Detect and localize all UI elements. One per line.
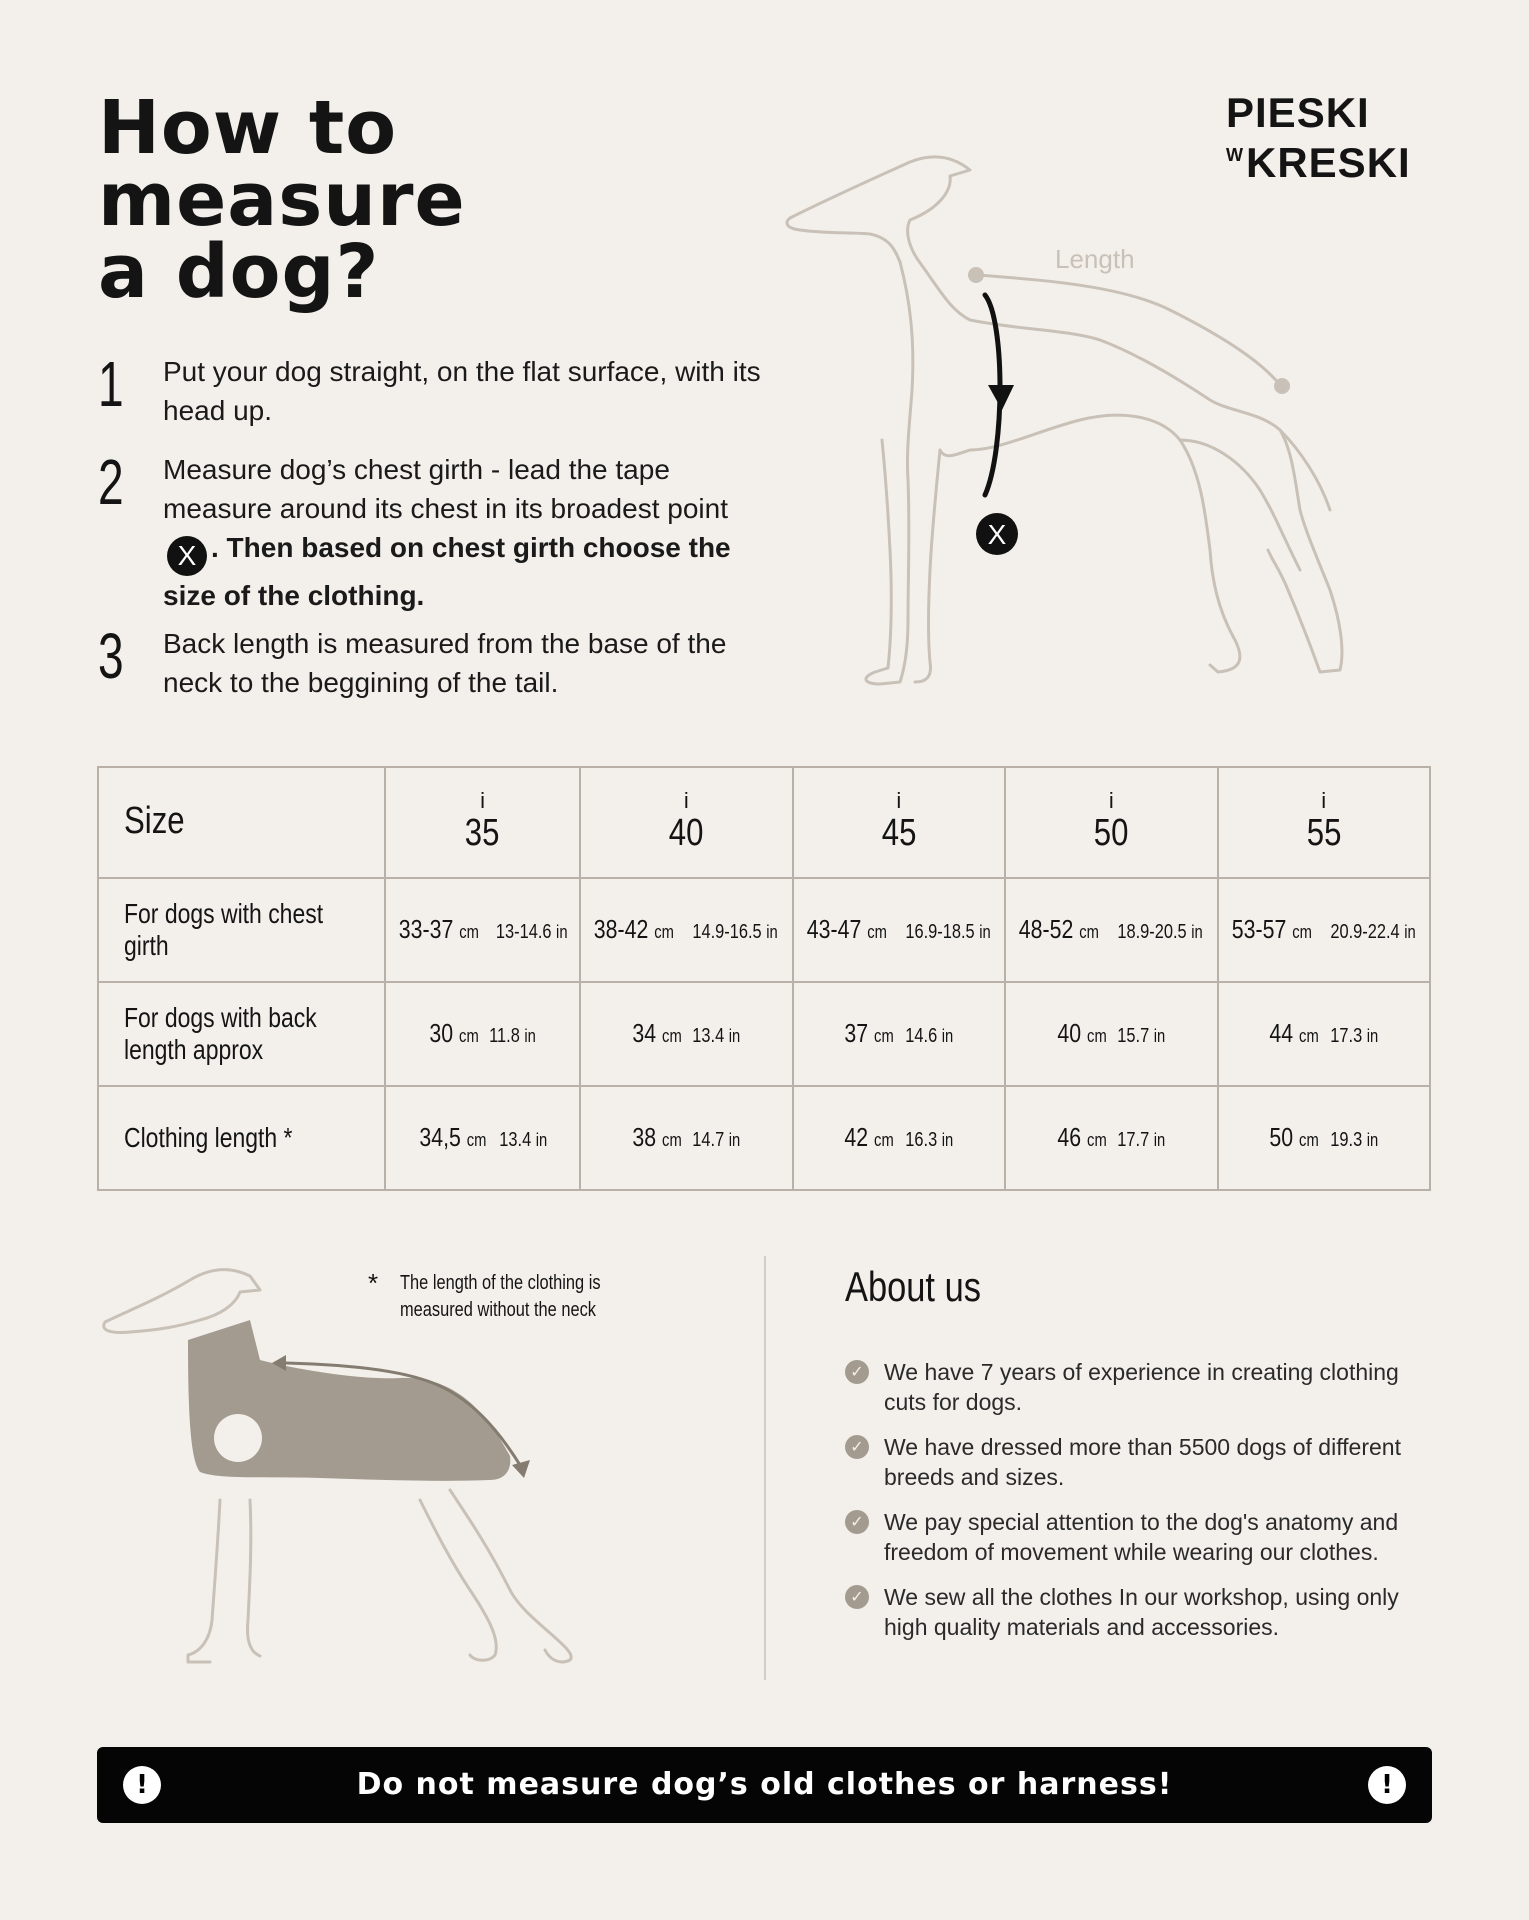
note-text: The length of the clothing is measured without the neck [400, 1272, 601, 1321]
page-title [98, 85, 698, 315]
table-cell: 38 cm 14.7 in [580, 1086, 792, 1190]
length-label: Length [1055, 244, 1135, 274]
about-item [845, 1582, 1435, 1642]
table-cell: 33-37 cm 13-14.6 in [385, 878, 580, 982]
step-1 [98, 348, 761, 432]
check-icon: ✓ [845, 1585, 869, 1609]
table-row [98, 982, 1430, 1086]
table-header-row [98, 767, 1430, 878]
size-col-50: i 50 [1005, 767, 1217, 878]
row-label-back-length: For dogs with back length approx [98, 982, 385, 1086]
table-cell: 34 cm 13.4 in [580, 982, 792, 1086]
title-line-2: measure [98, 157, 466, 243]
clothing-arrow-head-right [512, 1460, 530, 1478]
about-title: About us [845, 1263, 981, 1310]
length-end-dot [1274, 378, 1290, 394]
chest-marker-label: X [987, 519, 1007, 550]
size-col-40: i 40 [580, 767, 792, 878]
about-item-text: We have dressed more than 5500 dogs of different breeds and sizes. [884, 1434, 1401, 1490]
step-2-text [163, 450, 763, 615]
title-line-1: How to [98, 85, 398, 171]
table-cell: 38-42 cm 14.9-16.5 in [580, 878, 792, 982]
warning-bar [97, 1747, 1432, 1823]
about-item [845, 1357, 1435, 1417]
clothing-length-note [368, 1270, 728, 1330]
size-col-45: i 45 [793, 767, 1005, 878]
chest-point-badge: X [167, 536, 207, 576]
length-measure-line [978, 275, 1280, 385]
about-item [845, 1432, 1435, 1492]
about-item-text: We have 7 years of experience in creating clothing cuts for dogs. [884, 1359, 1399, 1415]
about-item-text: We pay special attention to the dog's anatomy and freedom of movement while wearing our clothes. [884, 1509, 1399, 1565]
size-table [97, 766, 1431, 1191]
table-cell: 44 cm 17.3 in [1218, 982, 1431, 1086]
leg-opening [214, 1414, 262, 1462]
step-3-text: Back length is measured from the base of the neck to the beggining of the tail. [163, 628, 727, 698]
length-start-dot [968, 267, 984, 283]
table-cell: 37 cm 14.6 in [793, 982, 1005, 1086]
section-divider [764, 1256, 766, 1680]
table-row [98, 1086, 1430, 1190]
step-2-number: 2 [98, 446, 124, 518]
exclamation-icon: ! [1368, 1766, 1406, 1804]
table-cell: 48-52 cm 18.9-20.5 in [1005, 878, 1217, 982]
about-item [845, 1507, 1435, 1567]
check-icon: ✓ [845, 1360, 869, 1384]
step-2-text-b: . Then based on chest girth choose the size of the clothing. [163, 532, 731, 611]
dog-measure-illustration [740, 150, 1420, 710]
table-cell: 30 cm 11.8 in [385, 982, 580, 1086]
step-2-text-a: Measure dog’s chest girth - lead the tape measure around its chest in its broadest point [163, 454, 728, 524]
exclamation-icon: ! [123, 1766, 161, 1804]
table-row [98, 878, 1430, 982]
title-line-3: a dog? [98, 229, 380, 315]
chest-arrow-head [988, 385, 1014, 410]
warning-text: Do not measure dog’s old clothes or harness! [356, 1767, 1173, 1802]
table-cell: 53-57 cm 20.9-22.4 in [1218, 878, 1431, 982]
row-label-chest: For dogs with chest girth [98, 878, 385, 982]
about-item-text: We sew all the clothes In our workshop, using only high quality materials and accessories. [884, 1584, 1399, 1640]
note-asterisk: * [368, 1268, 379, 1298]
step-3-number: 3 [98, 620, 124, 692]
step-1-text: Put your dog straight, on the flat surface, with its head up. [163, 356, 761, 426]
table-cell: 46 cm 17.7 in [1005, 1086, 1217, 1190]
table-cell: 43-47 cm 16.9-18.5 in [793, 878, 1005, 982]
row-label-clothing-length: Clothing length * [98, 1086, 385, 1190]
table-cell: 40 cm 15.7 in [1005, 982, 1217, 1086]
logo-line-2-text: KRESKI [1246, 139, 1411, 186]
logo-line-1: PIESKI [1226, 89, 1370, 136]
check-icon: ✓ [845, 1510, 869, 1534]
check-icon: ✓ [845, 1435, 869, 1459]
step-3 [98, 620, 758, 704]
table-cell: 50 cm 19.3 in [1218, 1086, 1431, 1190]
step-2 [98, 446, 758, 611]
step-1-number: 1 [98, 348, 124, 420]
table-cell: 34,5 cm 13.4 in [385, 1086, 580, 1190]
logo-small-letter: W [1226, 145, 1244, 165]
size-header-label: Size [98, 767, 385, 878]
size-col-35: i 35 [385, 767, 580, 878]
table-cell: 42 cm 16.3 in [793, 1086, 1005, 1190]
size-col-55: i 55 [1218, 767, 1431, 878]
dog-outline [787, 157, 1342, 684]
